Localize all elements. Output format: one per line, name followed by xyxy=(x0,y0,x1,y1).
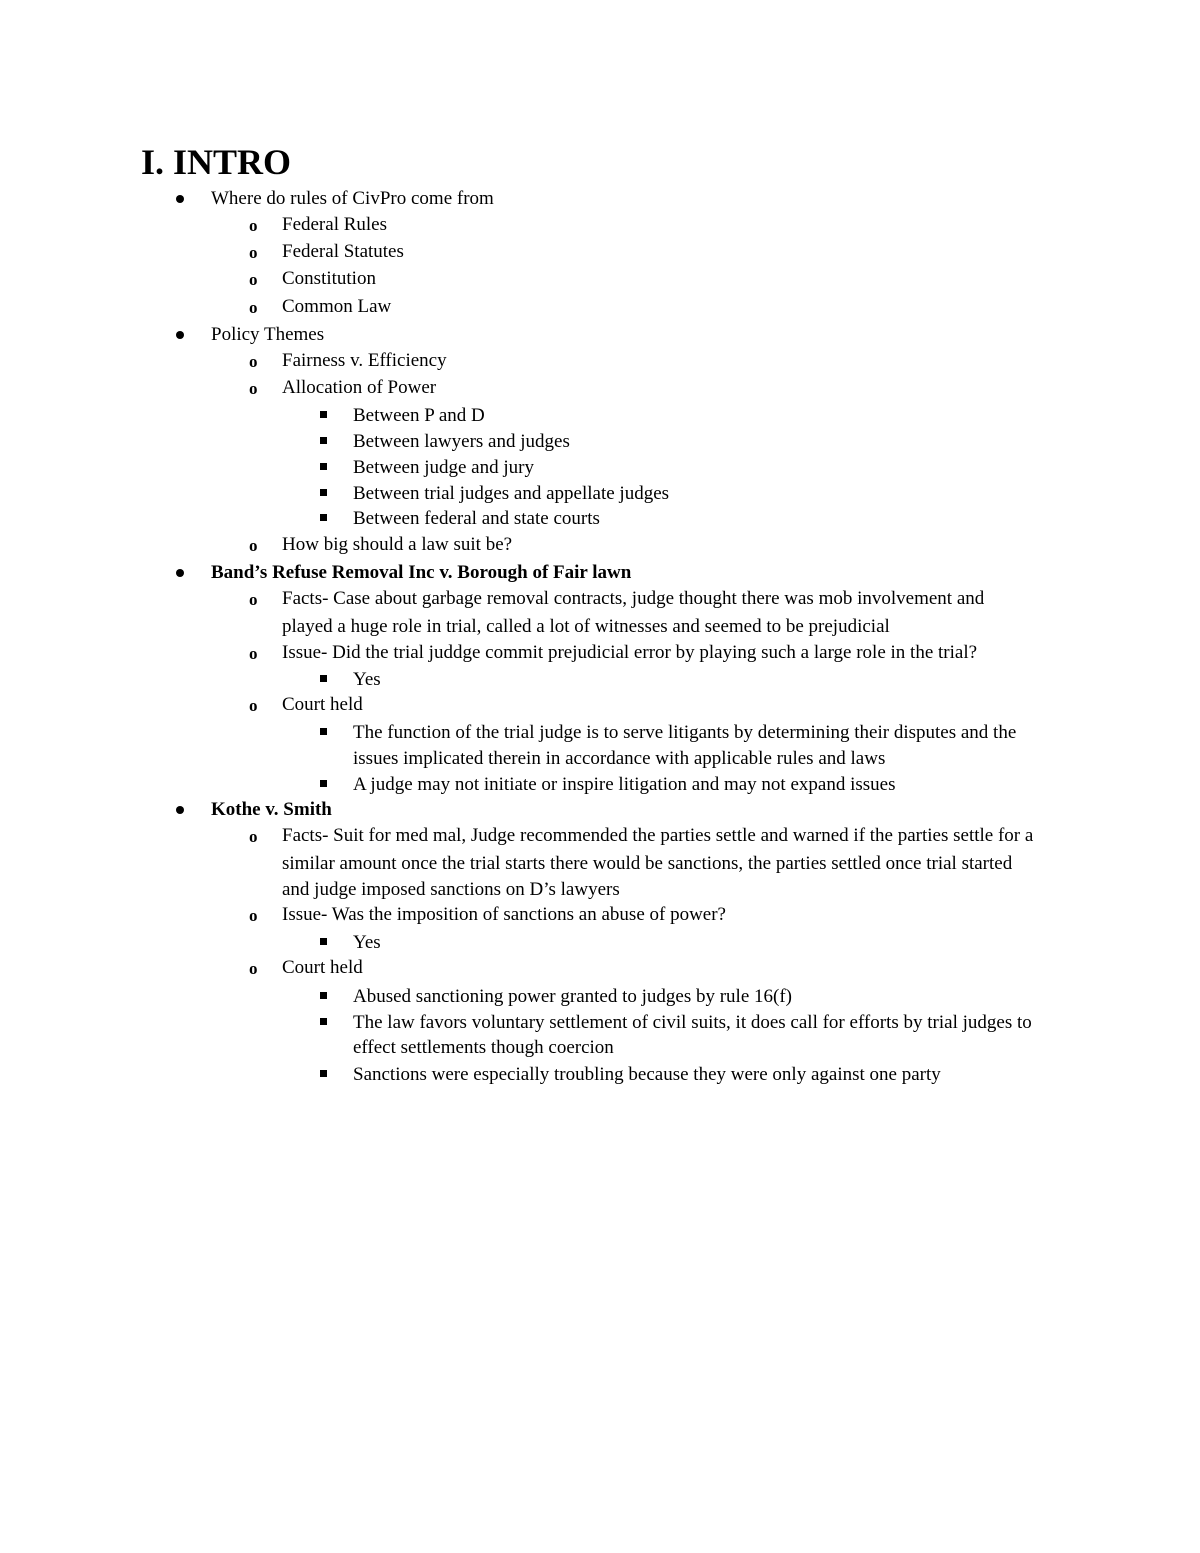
circle-bullet-icon: o xyxy=(249,379,258,398)
case-facts-line: played a huge role in trial, called a lot of witnesses and seemed to be prejudicial xyxy=(282,616,890,637)
case-issue: Issue- Was the imposition of sanctions an abuse of power? xyxy=(282,904,726,925)
circle-bullet-icon: o xyxy=(249,270,258,289)
square-bullet-icon xyxy=(320,514,327,521)
square-bullet-icon xyxy=(320,992,327,999)
bullet-dot-icon xyxy=(176,195,184,203)
square-bullet-icon xyxy=(320,489,327,496)
case-title-kothe: Kothe v. Smith xyxy=(211,799,332,820)
square-bullet-icon xyxy=(320,1018,327,1025)
case-title-bands: Band’s Refuse Removal Inc v. Borough of Fair lawn xyxy=(211,562,632,583)
bullet-dot-icon xyxy=(176,331,184,339)
square-bullet-icon xyxy=(320,463,327,470)
square-bullet-icon xyxy=(320,938,327,945)
circle-bullet-icon: o xyxy=(249,644,258,663)
outline-subitem: How big should a law suit be? xyxy=(282,534,513,555)
circle-bullet-icon: o xyxy=(249,827,258,846)
case-holding-line: effect settlements though coercion xyxy=(353,1037,614,1058)
outline-subsubitem: Between P and D xyxy=(353,405,485,426)
outline-subsubitem: Between federal and state courts xyxy=(353,508,600,529)
outline-subsubitem: Between judge and jury xyxy=(353,457,534,478)
circle-bullet-icon: o xyxy=(249,352,258,371)
circle-bullet-icon: o xyxy=(249,536,258,555)
outline-item-policy: Policy Themes xyxy=(211,324,325,345)
square-bullet-icon xyxy=(320,437,327,444)
outline-subitem: Fairness v. Efficiency xyxy=(282,350,447,371)
case-issue: Issue- Did the trial juddge commit prejudicial error by playing such a large role in the trial? xyxy=(282,642,978,663)
square-bullet-icon xyxy=(320,780,327,787)
outline-subitem: Constitution xyxy=(282,268,376,289)
case-holding-line: The law favors voluntary settlement of civil suits, it does call for efforts by trial judges to xyxy=(353,1012,1032,1033)
circle-bullet-icon: o xyxy=(249,696,258,715)
circle-bullet-icon: o xyxy=(249,243,258,262)
case-holding-line: issues implicated therein in accordance with applicable rules and laws xyxy=(353,748,886,769)
case-issue-answer: Yes xyxy=(353,932,381,953)
case-holding-line: Sanctions were especially troubling because they were only against one party xyxy=(353,1064,941,1085)
bullet-dot-icon xyxy=(176,569,184,577)
square-bullet-icon xyxy=(320,728,327,735)
square-bullet-icon xyxy=(320,1070,327,1077)
circle-bullet-icon: o xyxy=(249,590,258,609)
case-held: Court held xyxy=(282,694,363,715)
section-heading: I. INTRO xyxy=(141,142,292,182)
circle-bullet-icon: o xyxy=(249,959,258,978)
square-bullet-icon xyxy=(320,675,327,682)
outline-subitem: Federal Statutes xyxy=(282,241,404,262)
outline-subitem: Allocation of Power xyxy=(282,377,437,398)
case-facts-line: Facts- Case about garbage removal contracts, judge thought there was mob involvement and xyxy=(282,588,985,609)
case-holding-line: The function of the trial judge is to serve litigants by determining their disputes and the xyxy=(353,722,1017,743)
case-holding-line: A judge may not initiate or inspire litigation and may not expand issues xyxy=(353,774,896,795)
outline-subsubitem: Between trial judges and appellate judges xyxy=(353,483,670,504)
outline-subitem: Federal Rules xyxy=(282,214,388,235)
bullet-dot-icon xyxy=(176,806,184,814)
square-bullet-icon xyxy=(320,411,327,418)
outline-subitem: Common Law xyxy=(282,296,392,317)
circle-bullet-icon: o xyxy=(249,298,258,317)
case-holding-line: Abused sanctioning power granted to judges by rule 16(f) xyxy=(353,986,793,1007)
case-facts-line: similar amount once the trial starts there would be sanctions, the parties settled once trial started xyxy=(282,853,1013,874)
outline-subsubitem: Between lawyers and judges xyxy=(353,431,570,452)
circle-bullet-icon: o xyxy=(249,906,258,925)
outline-item-sources: Where do rules of CivPro come from xyxy=(211,188,494,209)
circle-bullet-icon: o xyxy=(249,216,258,235)
case-issue-answer: Yes xyxy=(353,669,381,690)
case-held: Court held xyxy=(282,957,363,978)
case-facts-line: and judge imposed sanctions on D’s lawyers xyxy=(282,879,620,900)
case-facts-line: Facts- Suit for med mal, Judge recommended the parties settle and warned if the parties settle for a xyxy=(282,825,1034,846)
